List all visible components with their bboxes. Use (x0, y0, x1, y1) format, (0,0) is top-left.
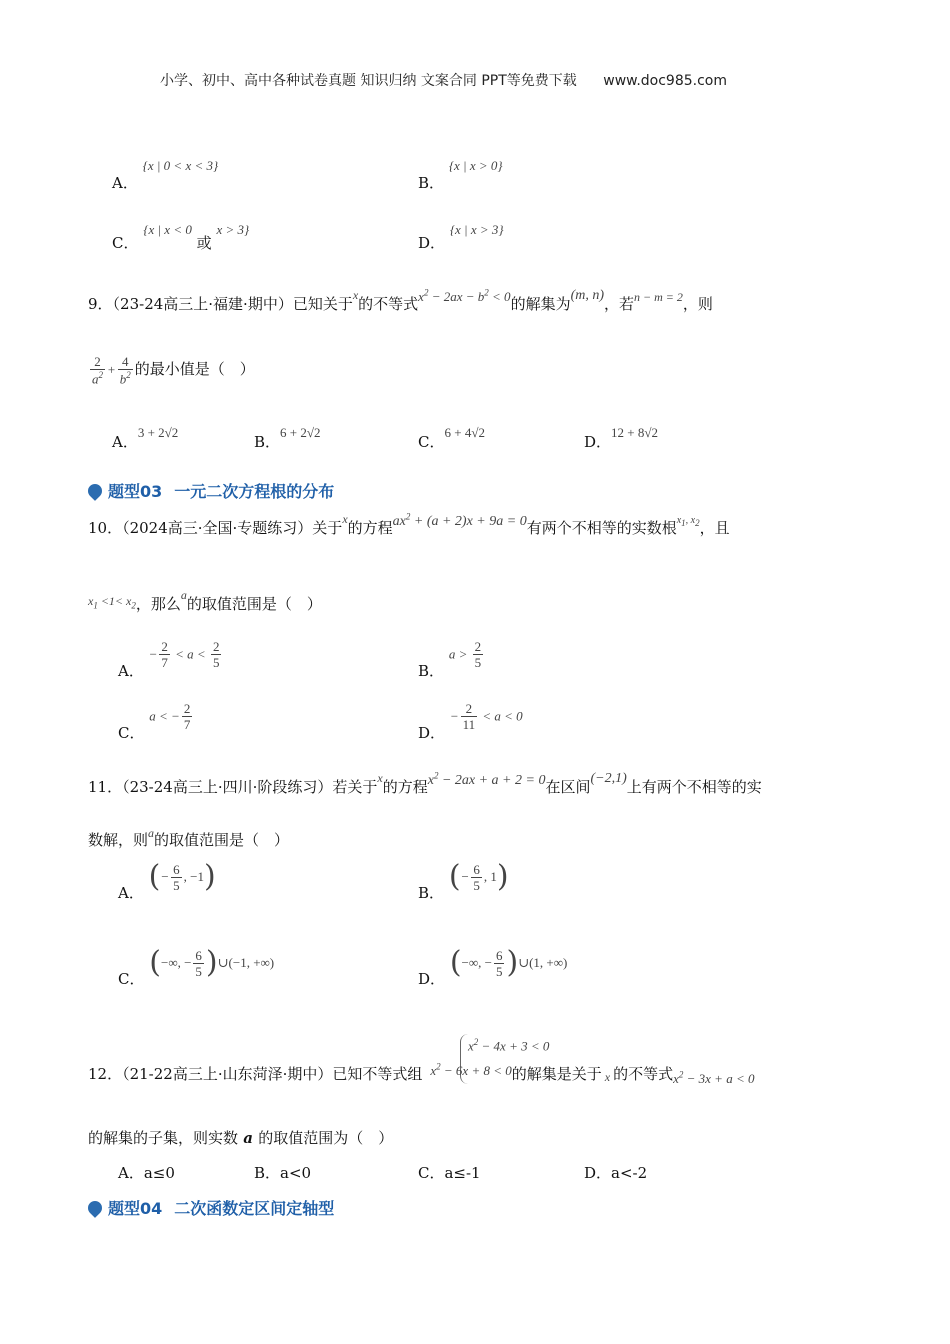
page-header (160, 70, 727, 90)
section-heading-03: 题型03 一元二次方程根的分布 (88, 479, 334, 502)
header-text: 小学、初中、高中各种试卷真题 知识归纳 文案合同 PPT等免费下载 (160, 73, 577, 89)
q10-stem-line1: 10．（2024高三·全国·专题练习）关于$^x$的方程$ax^2 + (a + 2)x + 9a = 0$有两个不相等的实数根$^{x_1, x_2}$，且 (88, 511, 730, 537)
q10-option-b[interactable]: B． a > $\frac{2}{5}$ (418, 639, 482, 680)
q11-option-d[interactable]: D． (−∞, − $\frac{6}{5}$ )∪(1, +∞) (418, 945, 568, 988)
q12-option-d[interactable]: D．a<-2 (584, 1164, 648, 1182)
q11-option-c[interactable]: C． (−∞, − $\frac{6}{5}$ )∪(−1, +∞) (118, 945, 275, 988)
q12-option-c[interactable]: C．a≤-1 (418, 1164, 481, 1182)
q9-stem-line2: $\frac{2}{a^2}$ + $\frac{4}{b^2}$ 的最小值是（ ） (92, 354, 255, 387)
q11-option-a[interactable]: A． (− $\frac{6}{5}$ , −1) (118, 859, 216, 902)
q10-option-d[interactable]: D． − $\frac{2}{11}$ < a < 0 (418, 701, 523, 742)
q12-option-a[interactable]: A．a≤0 (118, 1164, 175, 1182)
q10-option-a[interactable]: A． − $\frac{2}{7}$ < a < $\frac{2}{5}$ (118, 639, 220, 680)
q8-option-b[interactable]: B． {x | x > 0} (418, 158, 503, 192)
q9-option-d[interactable]: D．12 + 8√2 (584, 425, 658, 451)
q9-option-c[interactable]: C．6 + 4√2 (418, 425, 485, 451)
q11-option-b[interactable]: B． (− $\frac{6}{5}$ , 1) (418, 859, 509, 902)
q12-option-b[interactable]: B．a<0 (254, 1164, 312, 1182)
q11-stem-line2: 数解，则$^a$的取值范围是（ ） (88, 826, 290, 849)
q8-option-a[interactable]: A． {x | 0 < x < 3} (112, 158, 219, 192)
q12-stem-line1: 12．（21-22高三上·山东菏泽·期中）已知不等式组 $x^2 - 6x + 8 < 0$的解集是关于 x 的不等式$x^2 - 3x + a < 0$ (88, 1061, 755, 1086)
q9-option-a[interactable]: A．3 + 2√2 (112, 425, 179, 451)
q9-option-b[interactable]: B．6 + 2√2 (254, 425, 321, 451)
q12-stem-line2: 的解集的子集，则实数 a 的取值范围为（ ） (88, 1129, 394, 1147)
q8-option-c[interactable]: C． {x | x < 0 或 x > 3} (112, 222, 250, 252)
header-url[interactable]: www.doc985.com (603, 73, 727, 89)
q11-stem-line1: 11．（23-24高三上·四川·阶段练习）若关于$^x$的方程$x^2 - 2ax + a + 2 = 0$在区间(−2,1)上有两个不相等的实 (88, 770, 762, 796)
q9-stem-line1: 9．（23-24高三上·福建·期中）已知关于$^x$的不等式$x^2 - 2ax - b^2 < 0$的解集为(m, n)，若$^{n - m = 2}$，则 (88, 287, 713, 313)
q10-stem-line2: $^{x_1 <1< x_2}$，那么$^a$的取值范围是（ ） (88, 588, 322, 613)
q10-option-c[interactable]: C． a < − $\frac{2}{7}$ (118, 701, 191, 742)
location-pin-icon (85, 481, 105, 501)
location-pin-icon (85, 1198, 105, 1218)
q8-option-d[interactable]: D． {x | x > 3} (418, 222, 504, 252)
q12-system-eq1: $x^2 - 4x + 3 < 0$ (468, 1037, 550, 1054)
section-heading-04: 题型04 二次函数定区间定轴型 (88, 1196, 334, 1219)
